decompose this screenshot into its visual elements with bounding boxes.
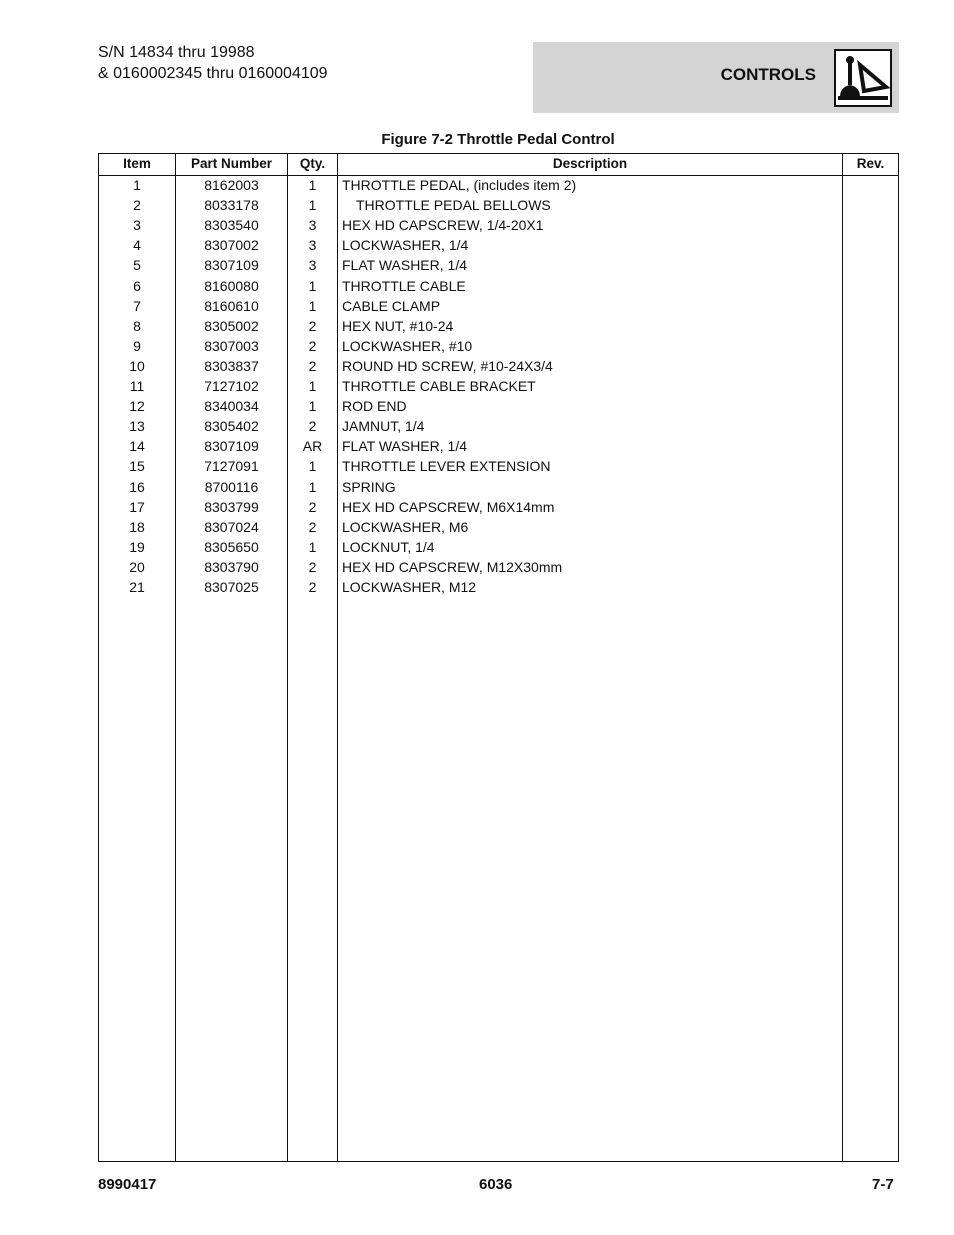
cell-item: 19 xyxy=(129,538,145,555)
cell-description: THROTTLE PEDAL BELLOWS xyxy=(356,197,551,214)
table-row xyxy=(99,477,898,497)
cell-description: HEX HD CAPSCREW, 1/4-20X1 xyxy=(342,217,544,234)
cell-qty: 2 xyxy=(308,357,317,374)
table-row xyxy=(99,456,898,476)
cell-qty: 2 xyxy=(308,317,317,334)
cell-description: HEX NUT, #10-24 xyxy=(342,317,454,334)
cell-qty: 1 xyxy=(308,478,317,495)
cell-qty: 2 xyxy=(308,498,317,515)
cell-qty: AR xyxy=(302,438,323,455)
header-part-number: Part Number xyxy=(190,156,273,171)
cell-part-number: 8160080 xyxy=(204,277,259,294)
cell-part-number: 8340034 xyxy=(204,398,259,415)
footer-model: 6036 xyxy=(479,1176,513,1193)
cell-part-number: 8033178 xyxy=(204,197,259,214)
cell-part-number: 8305650 xyxy=(204,538,259,555)
cell-item: 3 xyxy=(133,217,141,234)
cell-qty: 1 xyxy=(308,297,317,314)
cell-description: THROTTLE LEVER EXTENSION xyxy=(342,458,551,475)
table-row xyxy=(99,557,898,577)
cell-part-number: 8303799 xyxy=(204,498,259,515)
cell-qty: 3 xyxy=(308,237,317,254)
cell-description: LOCKWASHER, #10 xyxy=(342,337,473,354)
cell-part-number: 8160610 xyxy=(204,297,259,314)
cell-part-number: 8305002 xyxy=(204,317,259,334)
cell-qty: 2 xyxy=(308,558,317,575)
table-row xyxy=(99,396,898,416)
cell-part-number: 8303837 xyxy=(204,357,259,374)
cell-item: 17 xyxy=(129,498,145,515)
cell-qty: 2 xyxy=(308,337,317,354)
table-row xyxy=(99,316,898,336)
cell-item: 5 xyxy=(133,257,141,274)
cell-part-number: 8303540 xyxy=(204,217,259,234)
cell-description: HEX HD CAPSCREW, M12X30mm xyxy=(342,558,563,575)
table-row xyxy=(99,296,898,316)
cell-description: LOCKWASHER, M12 xyxy=(342,579,477,595)
header-item: Item xyxy=(123,156,151,171)
section-banner xyxy=(533,42,899,113)
cell-item: 9 xyxy=(133,337,141,354)
cell-item: 1 xyxy=(133,177,141,193)
cell-description: ROD END xyxy=(342,398,407,415)
cell-item: 10 xyxy=(129,357,145,374)
cell-qty: 1 xyxy=(308,177,317,193)
cell-qty: 1 xyxy=(308,378,317,394)
cell-item: 16 xyxy=(129,478,145,495)
header-rev: Rev. xyxy=(856,156,885,171)
cell-description: CABLE CLAMP xyxy=(342,297,441,314)
cell-description: SPRING xyxy=(342,478,396,495)
cell-part-number: 8307003 xyxy=(204,337,259,354)
cell-description: LOCKWASHER, 1/4 xyxy=(342,237,469,254)
header-description: Description xyxy=(552,156,628,171)
cell-qty: 1 xyxy=(308,277,317,294)
table-row xyxy=(99,376,898,396)
cell-qty: 2 xyxy=(308,579,317,595)
cell-item: 20 xyxy=(129,558,145,575)
cell-qty: 2 xyxy=(308,518,317,535)
section-label: CONTROLS xyxy=(720,65,816,84)
table-row xyxy=(99,537,898,557)
cell-qty: 1 xyxy=(308,458,317,475)
table-row xyxy=(99,436,898,456)
cell-item: 7 xyxy=(133,297,141,314)
cell-part-number: 8307024 xyxy=(204,518,259,535)
cell-qty: 3 xyxy=(308,217,317,234)
cell-part-number: 7127091 xyxy=(204,458,259,475)
serial-number-range xyxy=(98,42,328,84)
cell-description: FLAT WASHER, 1/4 xyxy=(342,257,467,274)
cell-qty: 1 xyxy=(308,197,317,214)
cell-description: LOCKNUT, 1/4 xyxy=(342,538,435,555)
serial-line-1: S/N 14834 thru 19988 xyxy=(98,44,255,61)
cell-qty: 3 xyxy=(308,257,317,274)
table-row xyxy=(99,255,898,275)
cell-description: THROTTLE PEDAL, (includes item 2) xyxy=(342,177,577,193)
cell-item: 14 xyxy=(129,438,145,455)
header-qty: Qty. xyxy=(299,156,326,171)
cell-part-number: 8305402 xyxy=(204,418,259,435)
footer-page-number: 7-7 xyxy=(872,1176,894,1193)
table-row xyxy=(99,235,898,255)
figure-title: Figure 7-2 Throttle Pedal Control xyxy=(381,131,615,148)
cell-item: 13 xyxy=(129,418,145,435)
cell-qty: 1 xyxy=(308,398,317,415)
cell-item: 21 xyxy=(129,579,145,595)
cell-item: 11 xyxy=(129,378,145,394)
cell-part-number: 8307109 xyxy=(204,438,259,455)
cell-part-number: 8303790 xyxy=(204,558,259,575)
cell-item: 12 xyxy=(129,398,145,415)
table-row xyxy=(99,416,898,436)
table-row xyxy=(99,195,898,215)
cell-part-number: 8307002 xyxy=(204,237,259,254)
cell-description: ROUND HD SCREW, #10-24X3/4 xyxy=(342,357,553,374)
serial-line-2: & 0160002345 thru 0160004109 xyxy=(98,65,328,82)
cell-description: THROTTLE CABLE xyxy=(342,277,466,294)
table-header xyxy=(99,154,898,174)
cell-description: HEX HD CAPSCREW, M6X14mm xyxy=(342,498,555,515)
cell-description: FLAT WASHER, 1/4 xyxy=(342,438,467,455)
parts-table xyxy=(98,153,899,1162)
table-row xyxy=(99,517,898,537)
cell-item: 4 xyxy=(133,237,141,254)
table-row xyxy=(99,356,898,376)
cell-part-number: 8700116 xyxy=(204,478,259,495)
table-row xyxy=(99,497,898,517)
footer-part-number: 8990417 xyxy=(98,1176,157,1193)
cell-part-number: 8162003 xyxy=(204,177,259,193)
cell-part-number: 8307025 xyxy=(204,579,259,595)
cell-item: 18 xyxy=(129,518,145,535)
table-row xyxy=(99,336,898,356)
joystick-control-icon xyxy=(834,49,892,107)
cell-part-number: 8307109 xyxy=(204,257,259,274)
cell-item: 6 xyxy=(133,277,141,294)
table-row xyxy=(99,215,898,235)
cell-description: THROTTLE CABLE BRACKET xyxy=(342,378,536,394)
cell-part-number: 7127102 xyxy=(204,378,259,394)
table-row xyxy=(99,577,898,597)
cell-description: LOCKWASHER, M6 xyxy=(342,518,469,535)
cell-qty: 1 xyxy=(308,538,317,555)
cell-item: 8 xyxy=(133,317,141,334)
table-row xyxy=(99,276,898,296)
cell-qty: 2 xyxy=(308,418,317,435)
cell-item: 15 xyxy=(129,458,145,475)
cell-description: JAMNUT, 1/4 xyxy=(342,418,425,435)
table-row xyxy=(99,175,898,195)
cell-item: 2 xyxy=(133,197,141,214)
